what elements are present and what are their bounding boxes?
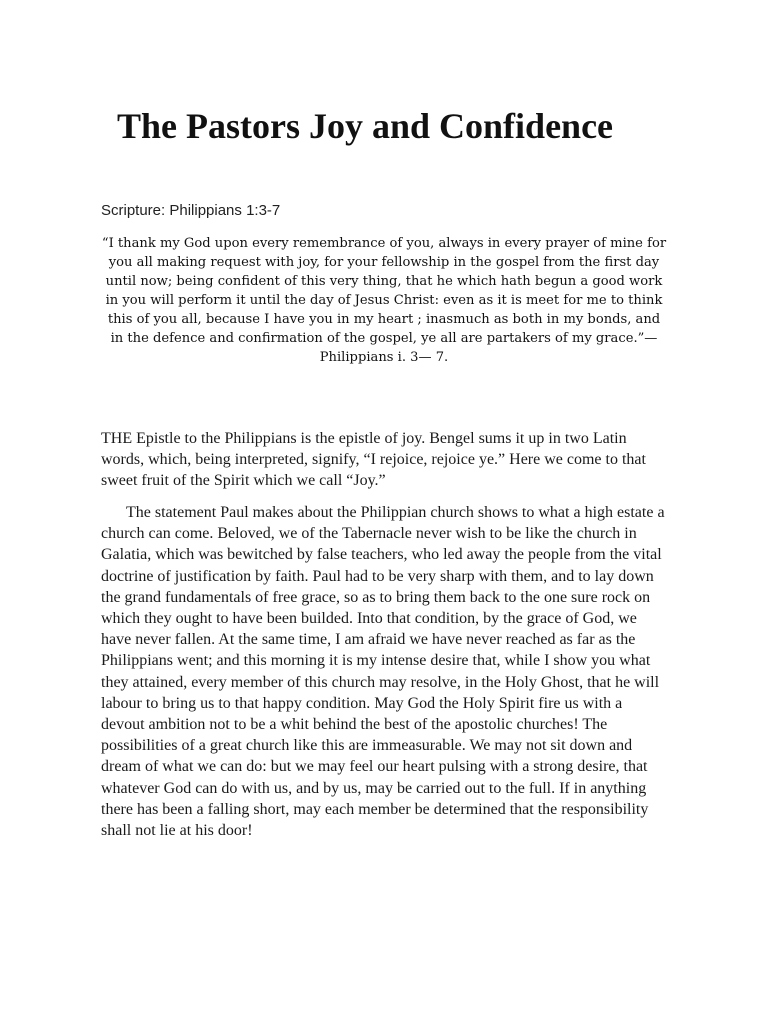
page-title: The Pastors Joy and Confidence — [117, 106, 614, 146]
body-paragraph-1: THE Epistle to the Philippians is the epistle of joy. Bengel sums it up in two Latin words, which, being interpreted, signify, “I rejoice, rejoice ye.” Here we come to that sweet fruit of the Spirit which we call “Joy.” — [101, 430, 646, 490]
body-paragraph-2: The statement Paul makes about the Philippian church shows to what a high estate a church can come. Beloved, we of the Tabernacle never wish to be like the church in Galatia, which was bewitched by false teachers, who led away the people from the vital doctrine of justification by faith. Paul had to be very sharp with them, and to lay down the grand fundamentals of free grace, so as to bring them back to the one sure rock on which they ought to have been builded. Into that condition, by the grace of God, we have never fallen. At the same time, I am afraid we have never reached as far as the Philippians went; and this morning it is my intense desire that, while I show you what they attained, every member of this church may resolve, in the Holy Ghost, that he will labour to bring us to that happy condition. May God the Holy Spirit fire us with a devout ambition not to be a whit behind the best of the apostolic churches! The possibilities of a great church like this are immeasurable. We may not sit down and dream of what we can do: but we may feel our heart pulsing with a strong desire, that whatever God can do with us, and by us, may be carried out to the full. If in anything there has been a falling short, may each member be determined that the responsibility shall not lie at his door! — [101, 504, 665, 840]
scripture-reference: Scripture: Philippians 1:3-7 — [101, 202, 281, 219]
scripture-quote: “I thank my God upon every remembrance of you, always in every prayer of mine for you all making request with joy, for your fellowship in the gospel from the first day until now; being confident of this very thing, that he which hath begun a good work in you will perform it until the day of Jesus Christ: even as it is meet for me to think this of you all, because I have you in my heart ; inasmuch as both in my bonds, and in the defence and confirmation of the gospel, ye all are partakers of my grace.”— Philippians i. 3— 7. — [101, 236, 667, 365]
